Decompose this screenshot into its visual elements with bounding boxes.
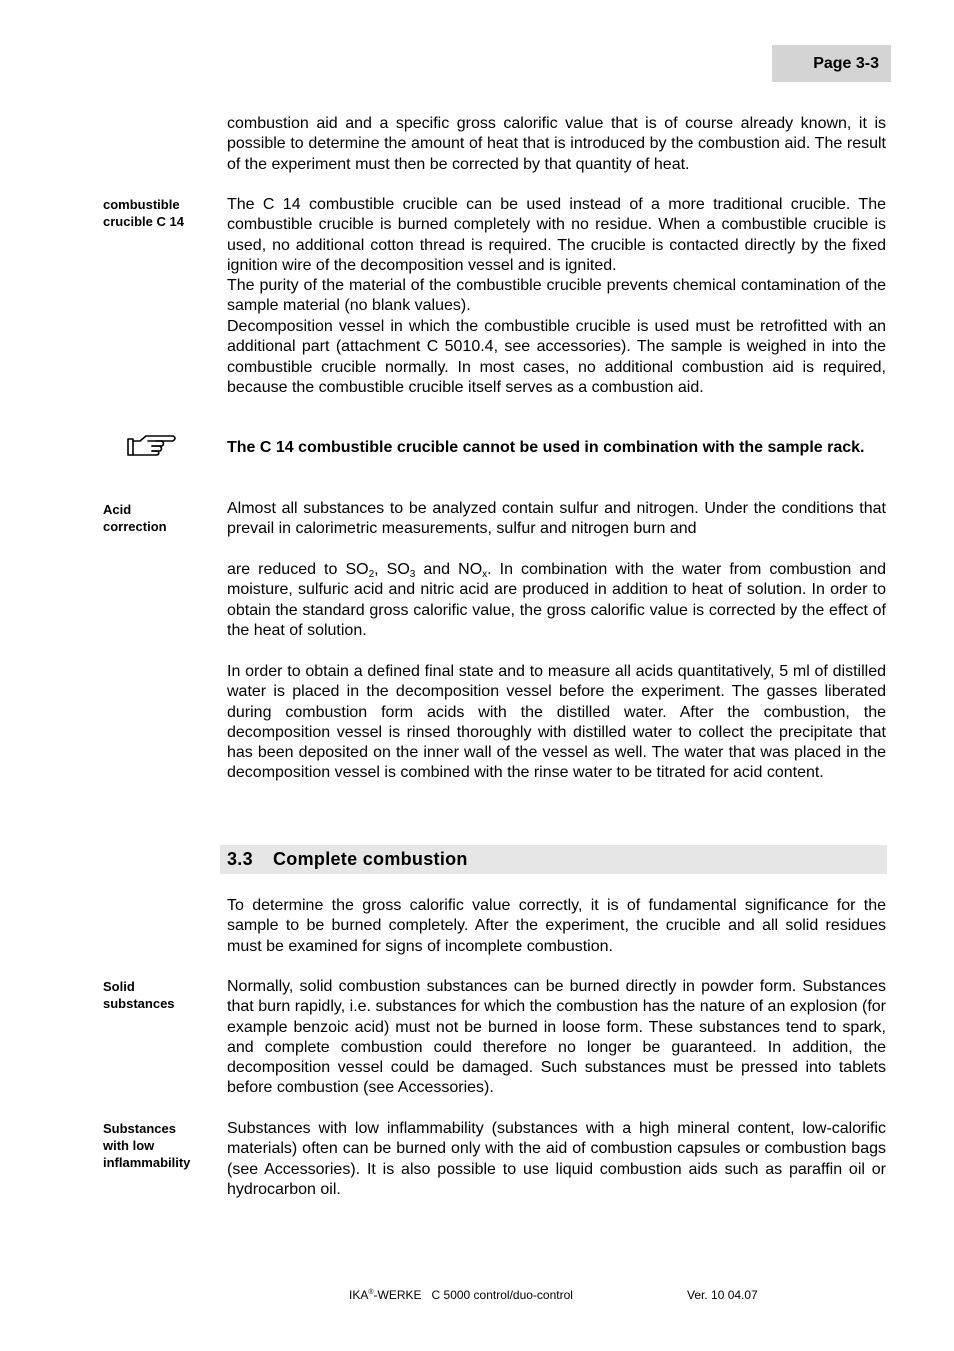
paragraph-crucible-intro: The C 14 combustible crucible can be used instead of a more traditional crucible. The combustible crucible is burned completely with no residue. When a combustible crucible is used, no additional cotton thread is required. The crucible is contacted directly by the fixed ignition wire of the decomposition vessel and is ignited. xyxy=(227,196,886,274)
paragraph-distilled-water: In order to obtain a defined final state and to measure all acids quantitatively, 5 ml of distilled water is placed in the decomposition vessel before the experiment. The gasses liberated during combustion form acids with the distilled water. After the combustion, the decomposition vessel is rinsed thoroughly with distilled water to collect the precipitate that has been deposited on the inner wall of the vessel as well. The water that was placed in the decomposition vessel is combined with the rinse water to be titrated for acid content. xyxy=(227,663,886,782)
section-heading xyxy=(220,845,887,874)
side-label-solid-substances: Solid substances xyxy=(103,979,175,1011)
footer-brand: IKA®-WERKE C 5000 control/duo-control xyxy=(349,1288,573,1302)
section-title: Complete combustion xyxy=(273,849,468,869)
page-number: Page 3-3 xyxy=(813,54,879,72)
pointing-hand-icon xyxy=(126,432,178,460)
paragraph-combustion-aid: combustion aid and a specific gross calorific value that is of course already known, it is possible to determine the amount of heat that is introduced by the combustion aid. The result of the experiment must then be corrected by that quantity of heat. xyxy=(227,115,886,173)
paragraph-low-inflammability: Substances with low inflammability (substances with a high mineral content, low-calorific materials) often can be burned only with the aid of combustion capsules or combustion bags (see Accessories). It is also possible to use liquid combustion aids such as paraffin oil or hydrocarbon oil. xyxy=(227,1120,886,1198)
footer-version: Ver. 10 04.07 xyxy=(687,1288,758,1302)
side-label-combustible-crucible: combustible crucible C 14 xyxy=(103,197,184,229)
side-label-acid-correction: Acid correction xyxy=(103,502,167,534)
paragraph-complete-combustion: To determine the gross calorific value correctly, it is of fundamental significance for the sample to be burned completely. After the experiment, the crucible and all solid residues must be examined for signs of incomplete combustion. xyxy=(227,897,886,955)
side-label-low-inflammability: Substances with low inflammability xyxy=(103,1121,191,1170)
page-number-tab xyxy=(772,45,891,82)
note-crucible-rack: The C 14 combustible crucible cannot be used in combination with the sample rack. xyxy=(227,439,865,456)
paragraph-sulfur-nitrogen: Almost all substances to be analyzed contain sulfur and nitrogen. Under the conditions that prevail in calorimetric measurements, sulfur and nitrogen burn and xyxy=(227,500,886,538)
paragraph-solid-substances: Normally, solid combustion substances can be burned directly in powder form. Substances that burn rapidly, i.e. substances for which the combustion has the nature of an explosion (for example benzoic acid) must not be burned in loose form. These substances tend to spark, and complete combustion could therefore no longer be guaranteed. In addition, the decomposition vessel could be damaged. Such substances must be pressed into tablets before combustion (see Accessories). xyxy=(227,978,886,1097)
paragraph-crucible-retrofit: Decomposition vessel in which the combustible crucible is used must be retrofitted with an additional part (attachment C 5010.4, see accessories). The sample is weighed in into the combustible crucible normally. In most cases, no additional combustion aid is required, because the combustible crucible itself serves as a combustion aid. xyxy=(227,318,886,396)
paragraph-acid-reduction: are reduced to $SO_2$, $SO_3$ and $NO_x$. In combination with the water from combustion and moisture, sulfuric acid and nitric acid are produced in addition to heat of solution. In order to obtain the standard gross calorific value, the gross calorific value is corrected by the effect of the heat of solution. xyxy=(227,561,886,639)
section-number: 3.3 xyxy=(227,849,253,869)
paragraph-crucible-purity: The purity of the material of the combustible crucible prevents chemical contamination of the sample material (no blank values). xyxy=(227,277,886,315)
